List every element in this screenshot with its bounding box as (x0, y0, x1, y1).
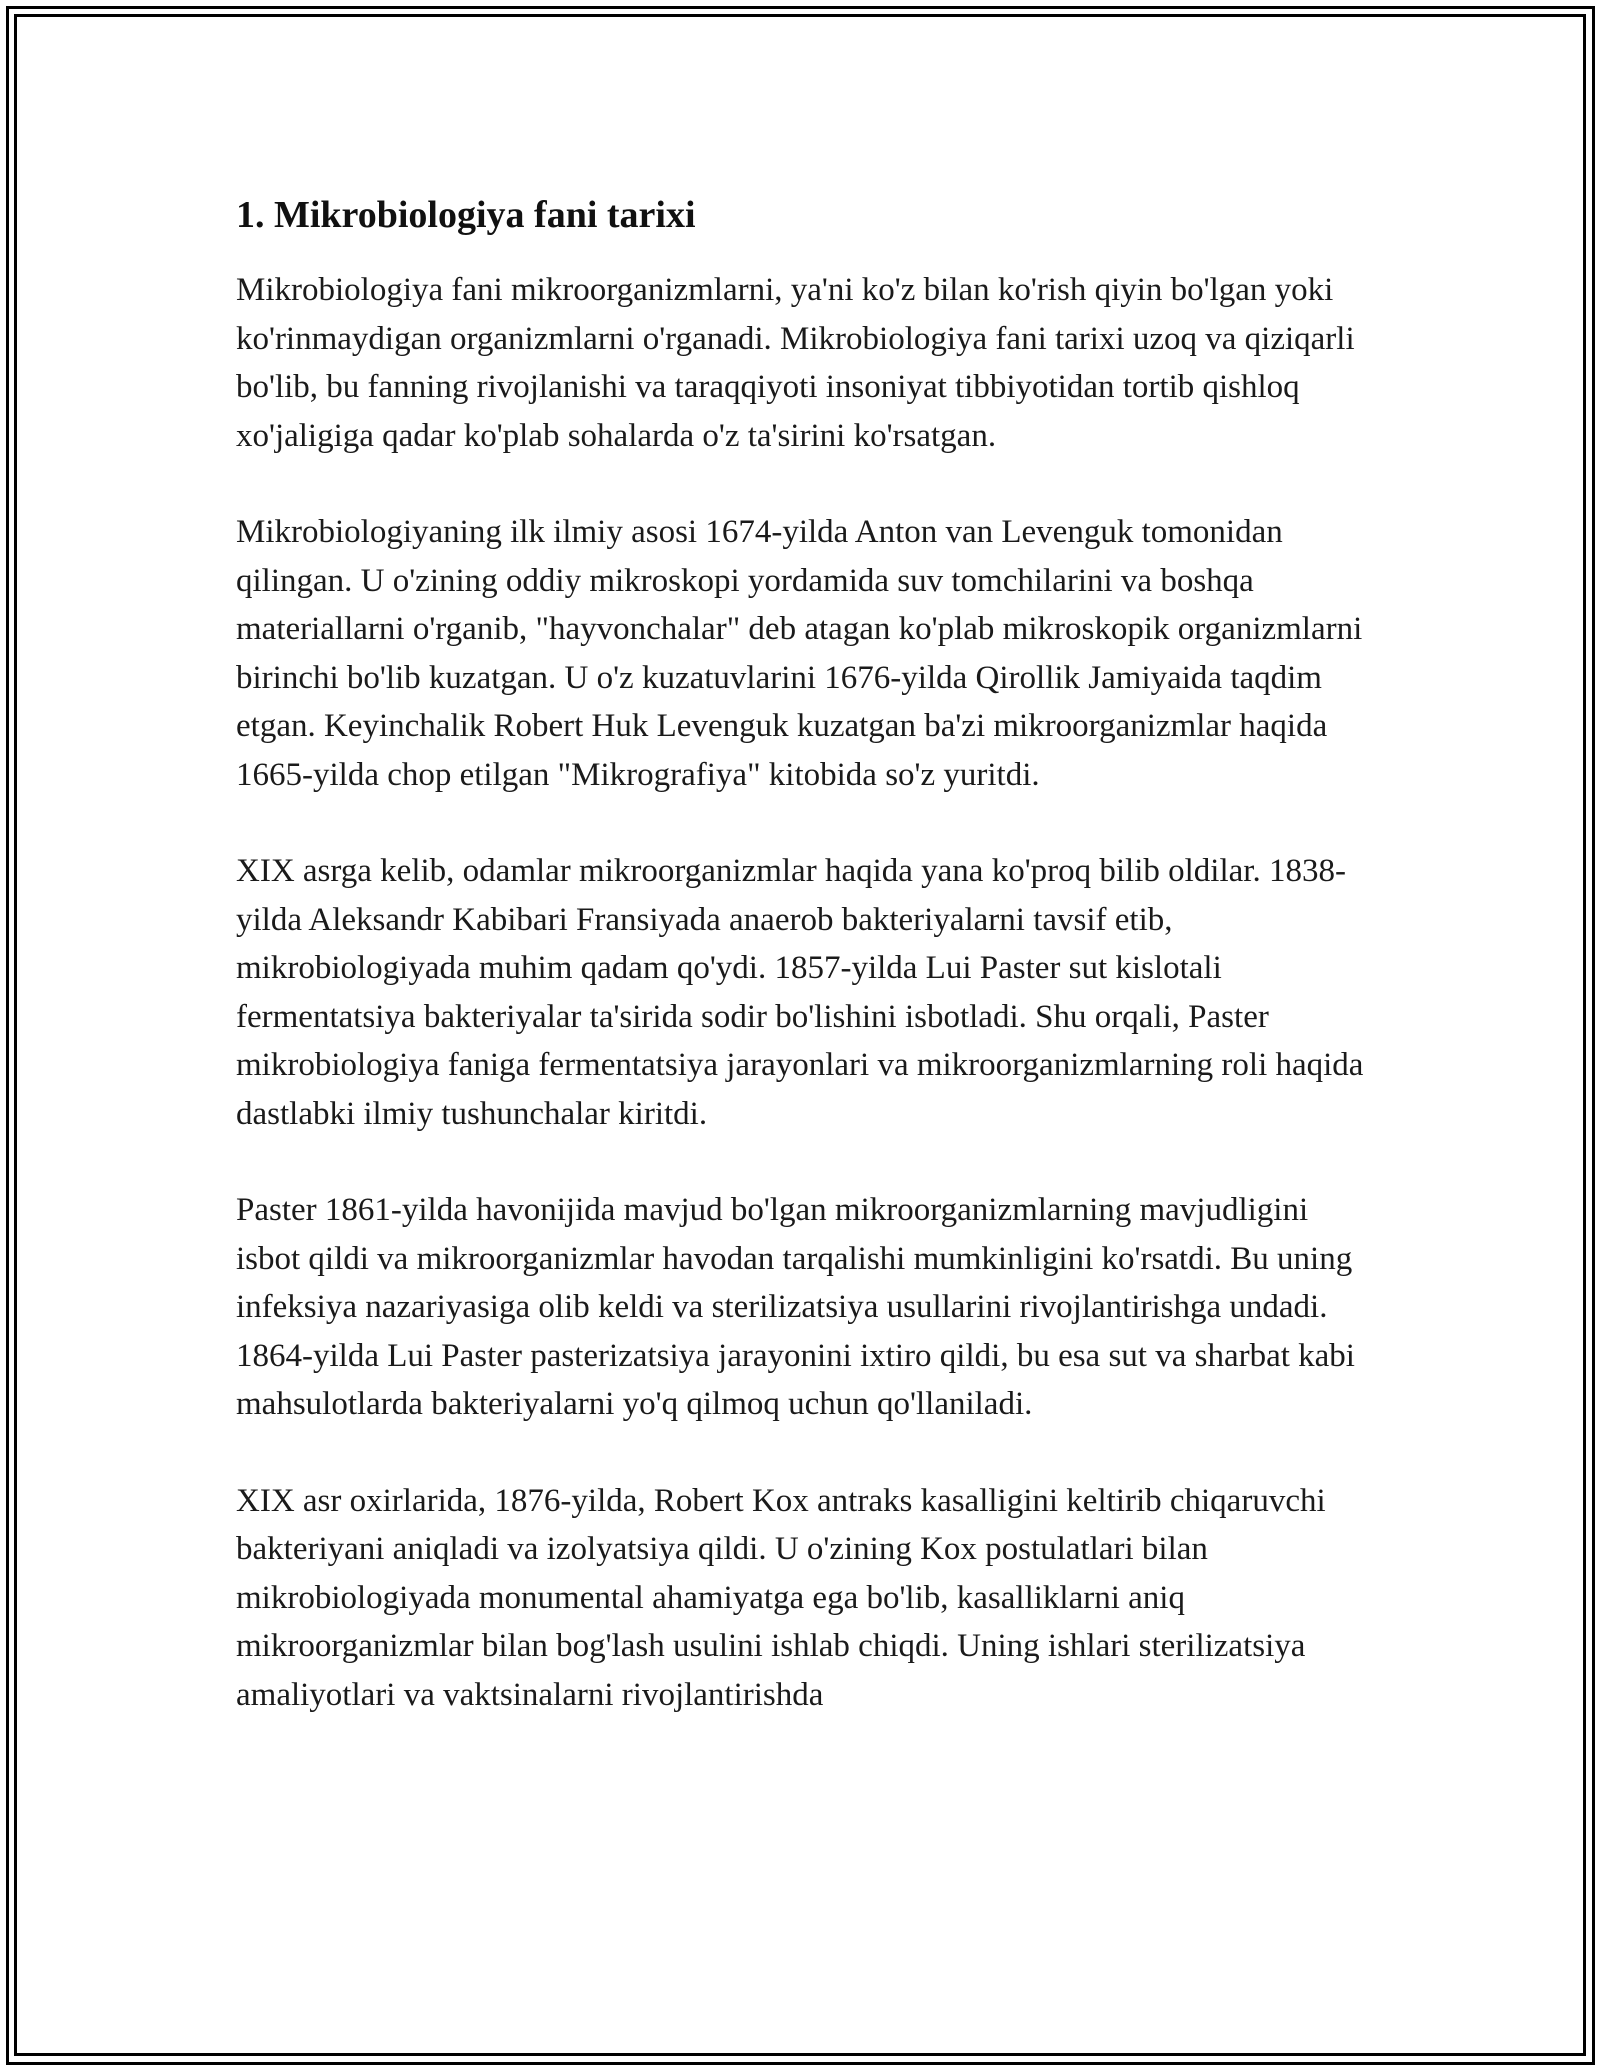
paragraph-kox: XIX asr oxirlarida, 1876-yilda, Robert Kox antraks kasalligini keltirib chiqaruvchi bakteriyani aniqladi va izolyatsiya qildi. U o'zining Kox postulatlari bilan mikrobiologiyada monumental ahamiyatga ega bo'lib, kasalliklarni aniq mikroorganizmlar bilan bog'lash usulini ishlab chiqdi. Uning ishlari sterilizatsiya amaliyotlari va vaktsinalarni rivojlantirishda (236, 1482, 1326, 1713)
paragraph-intro: Mikrobiologiya fani mikroorganizmlarni, ya'ni ko'z bilan ko'rish qiyin bo'lgan yoki ko'rinmaydigan organizmlarni o'rganadi. Mikrobiologiya fani tarixi uzoq va qiziqarli bo'lib, bu fanning rivojlanishi va taraqqiyoti insoniyat tibbiyotidan tortib qishloq xo'jaligiga qadar ko'plab sohalarda o'z ta'sirini ko'rsatgan. (236, 272, 1355, 454)
paragraph-levenguk: Mikrobiologiyaning ilk ilmiy asosi 1674-yilda Anton van Levenguk tomonidan qilingan. U o'zining oddiy mikroskopi yordamida suv tomchilarini va boshqa materiallarni o'rganib, "hayvonchalar" deb atagan ko'plab mikroskopik organizmlarni birinchi bo'lib kuzatgan. U o'z kuzatuvlarini 1676-yilda Qirollik Jamiyaida taqdim etgan. Keyinchalik Robert Huk Levenguk kuzatgan ba'zi mikroorganizmlar haqida 1665-yilda chop etilgan "Mikrografiya" kitobida so'z yuritdi. (236, 514, 1363, 793)
document-body (236, 186, 1376, 1719)
paragraph-xix-century: XIX asrga kelib, odamlar mikroorganizmlar haqida yana ko'proq bilib oldilar. 1838-yilda Aleksandr Kabibari Fransiyada anaerob bakteriyalarni tavsif etib, mikrobiologiyada muhim qadam qo'ydi. 1857-yilda Lui Paster sut kislotali fermentatsiya bakteriyalar ta'sirida sodir bo'lishini isbotladi. Shu orqali, Paster mikrobiologiya faniga fermentatsiya jarayonlari va mikroorganizmlarning roli haqida dastlabki ilmiy tushunchalar kiritdi. (236, 853, 1364, 1132)
paragraph-paster: Paster 1861-yilda havonijida mavjud bo'lgan mikroorganizmlarning mavjudligini isbot qildi va mikroorganizmlar havodan tarqalishi mumkinligini ko'rsatdi. Bu uning infeksiya nazariyasiga olib keldi va sterilizatsiya usullarini rivojlantirishga undadi. 1864-yilda Lui Paster pasterizatsiya jarayonini ixtiro qildi, bu esa sut va sharbat kabi mahsulotlarda bakteriyalarni yo'q qilmoq uchun qo'llaniladi. (236, 1192, 1355, 1422)
section-heading: 1. Mikrobiologiya fani tarixi (236, 194, 696, 236)
